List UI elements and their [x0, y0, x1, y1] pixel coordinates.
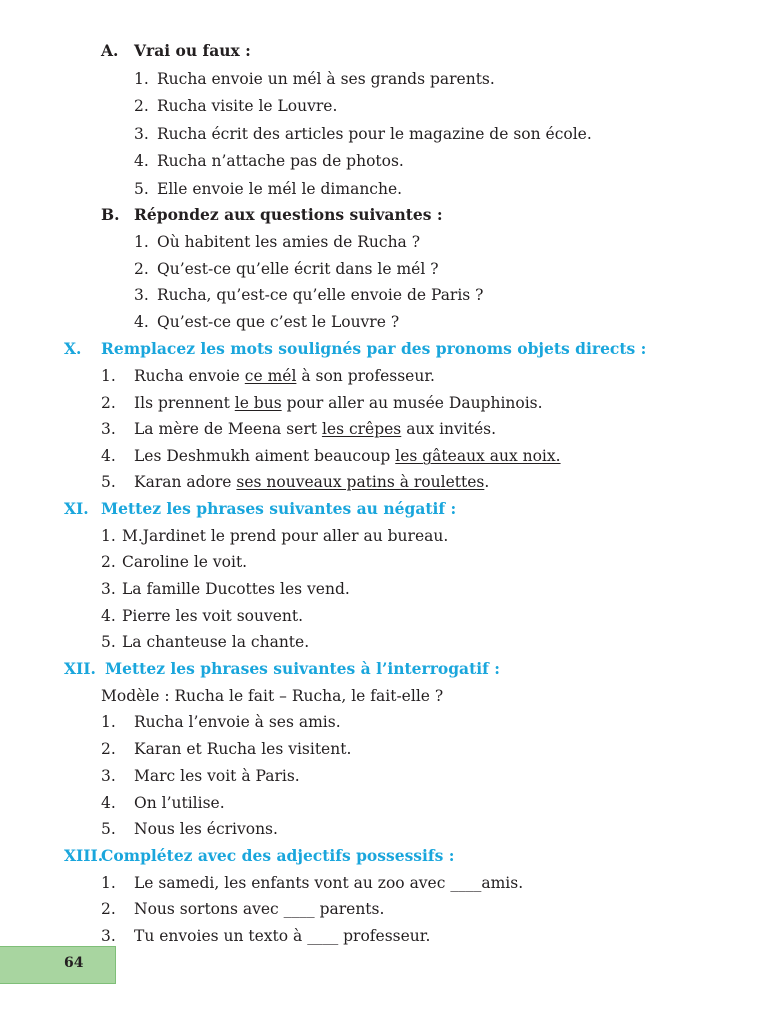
list-item: 2. Qu’est-ce qu’elle écrit dans le mél ?	[134, 260, 439, 278]
underlined-words: le bus	[234, 394, 282, 412]
section-xiii-heading: XIII.Complétez avec des adjectifs possessifs :	[64, 846, 455, 865]
list-item: 3. Rucha écrit des articles pour le magazine de son école.	[134, 125, 592, 143]
list-item: 4. Pierre les voit souvent.	[101, 607, 304, 625]
list-item: 3. Marc les voit à Paris.	[101, 767, 300, 785]
list-item: 2. Caroline le voit.	[101, 553, 248, 571]
list-item: 5. Karan adore ses nouveaux patins à roulettes.	[101, 473, 490, 491]
list-item: 5. Elle envoie le mél le dimanche.	[134, 180, 403, 198]
list-item: 2. Ils prennent le bus pour aller au musée Dauphinois.	[101, 394, 543, 412]
list-item: 1. Rucha envoie un mél à ses grands parents.	[134, 70, 495, 88]
list-item: 4. Les Deshmukh aiment beaucoup les gâteaux aux noix.	[101, 447, 561, 465]
underlined-words: les gâteaux aux noix.	[395, 447, 561, 465]
list-item: 3. La famille Ducottes les vend.	[101, 580, 350, 598]
list-item: 1. Rucha l’envoie à ses amis.	[101, 713, 341, 731]
model-sentence: Modèle : Rucha le fait – Rucha, le fait-elle ?	[101, 687, 444, 705]
list-item: 5. Nous les écrivons.	[101, 820, 278, 838]
list-item: 2. Rucha visite le Louvre.	[134, 97, 338, 115]
list-item: 2. Karan et Rucha les visitent.	[101, 740, 352, 758]
underlined-words: ses nouveaux patins à roulettes	[236, 473, 485, 491]
list-item: 1. Rucha envoie ce mél à son professeur.	[101, 367, 435, 385]
list-item: 4. On l’utilise.	[101, 794, 225, 812]
list-item: 1. Le samedi, les enfants vont au zoo avec ____amis.	[101, 874, 524, 892]
section-xii-heading: XII. Mettez les phrases suivantes à l’interrogatif :	[64, 659, 500, 678]
list-item: 3. La mère de Meena sert les crêpes aux invités.	[101, 420, 497, 438]
underlined-words: les crêpes	[321, 420, 402, 438]
list-item: 1. Où habitent les amies de Rucha ?	[134, 233, 421, 251]
section-a-heading: A. Vrai ou faux :	[101, 41, 251, 60]
list-item: 2. Nous sortons avec ____ parents.	[101, 900, 385, 918]
list-item: 3. Tu envoies un texto à ____ professeur.	[101, 927, 431, 945]
list-item: 1. M.Jardinet le prend pour aller au bureau.	[101, 527, 449, 545]
list-item: 4. Qu’est-ce que c’est le Louvre ?	[134, 313, 400, 331]
list-item: 4. Rucha n’attache pas de photos.	[134, 152, 404, 170]
list-item: 3. Rucha, qu’est-ce qu’elle envoie de Paris ?	[134, 286, 484, 304]
section-x-heading: X. Remplacez les mots soulignés par des pronoms objets directs :	[64, 339, 647, 358]
page-number: 64	[64, 955, 84, 971]
page-number-box	[0, 946, 116, 984]
underlined-words: ce mél	[244, 367, 297, 385]
list-item: 5. La chanteuse la chante.	[101, 633, 310, 651]
section-xi-heading: XI. Mettez les phrases suivantes au négatif :	[64, 499, 457, 518]
section-b-heading: B. Répondez aux questions suivantes :	[101, 205, 443, 224]
